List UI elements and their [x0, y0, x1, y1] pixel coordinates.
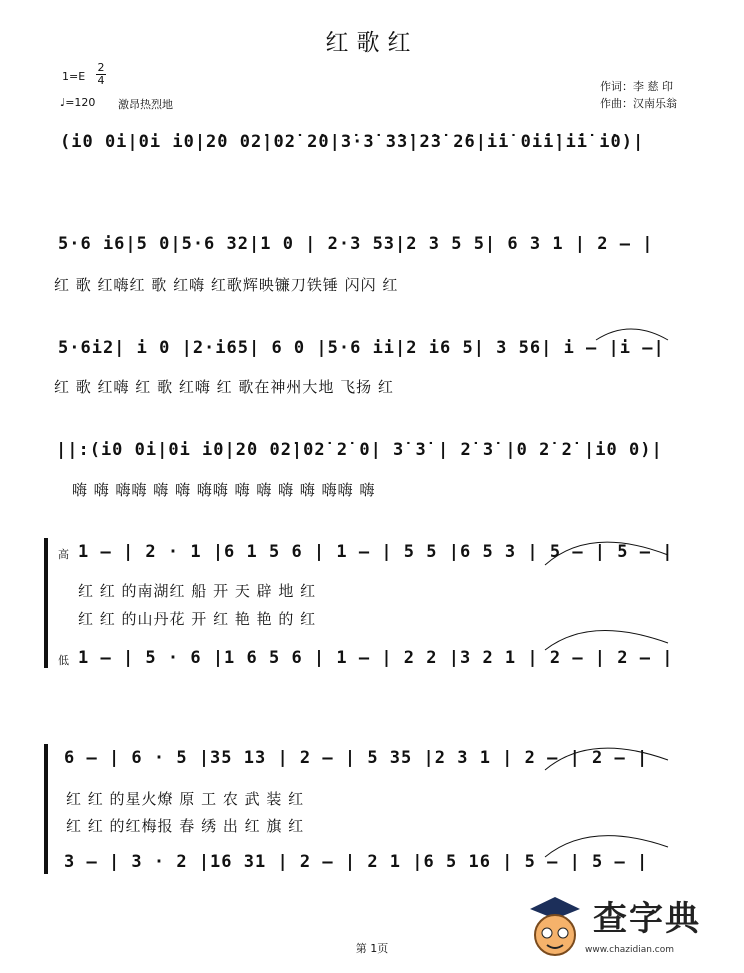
time-top: 2: [97, 61, 105, 74]
chorus-2-lyrics-1: 红 红 的星火燎 原 工 农 武 装 红: [66, 790, 305, 808]
chorus-1-high-notes: 1 – | 2 · 1 |6 1 5 6 | 1 – | 5 5 |6 5 3 | 5 – | 5 – |: [78, 542, 674, 562]
verse-row-2-notes: 5·6i2| i 0 |2·i65| 6 0 |5·6 ii|2 i6 5| 3 56| i – |i –|: [58, 338, 665, 358]
composer: 作曲：汉南乐翁: [600, 97, 677, 110]
quarter-note-icon: ♩: [60, 96, 66, 109]
chorus-1-low-notes: 1 – | 5 · 6 |1 6 5 6 | 1 – | 2 2 |3 2 1 | 2 – | 2 – |: [78, 648, 674, 668]
chorus-2-low-notes: 3 – | 3 · 2 |16 31 | 2 – | 2 1 |6 5 16 | 5 – | 5 – |: [64, 852, 649, 872]
chorus-2-lyrics-2: 红 红 的红梅报 春 绣 出 红 旗 红: [66, 817, 305, 835]
mascot-icon: [525, 885, 585, 965]
verse-row-1-lyrics: 红 歌 红嗨红 歌 红嗨 红歌辉映镰刀铁锤 闪闪 红: [54, 276, 399, 294]
expression-marking: 激昂热烈地: [118, 98, 173, 111]
key-label: 1=E: [62, 70, 86, 83]
chorus-1-lyrics-2: 红 红 的山丹花 开 红 艳 艳 的 红: [78, 610, 317, 628]
page-number: 第 1页: [355, 942, 389, 955]
verse-row-2-lyrics: 红 歌 红嗨 红 歌 红嗨 红 歌在神州大地 飞扬 红: [54, 378, 394, 396]
song-title: 红歌红: [325, 30, 419, 56]
refrain-row-notes: ||:(i0 0i|0i i0|2̇0 02̇|02̇ 2̇ 0| 3̇ 3̇ | 2̇ 3̇ |0 2̇ 2̇ |i0 0)|: [56, 440, 663, 460]
tempo-value: =120: [65, 96, 96, 109]
chorus-2-high-notes: 6 – | 6 · 5 |35 13 | 2 – | 5 35 |2 3 1 | 2 – | 2 – |: [64, 748, 649, 768]
watermark-word: 查字典: [593, 899, 701, 939]
time-bottom: 4: [97, 74, 105, 87]
refrain-row-lyrics: 嗨 嗨 嗨嗨 嗨 嗨 嗨嗨 嗨 嗨 嗨 嗨 嗨嗨 嗨: [72, 481, 376, 499]
verse-row-1-notes: 5·6 i6|5 0|5·6 32|1 0 | 2·3 53|2 3 5 5| 6 3 1 | 2 – |: [58, 234, 654, 254]
chorus-1-lyrics-1: 红 红 的南湖红 船 开 天 辟 地 红: [78, 582, 317, 600]
high-part-label: 高: [58, 548, 69, 561]
low-part-label: 低: [58, 654, 69, 667]
watermark-logo: [525, 885, 740, 970]
watermark-url: www.chazidian.com: [585, 945, 675, 955]
intro-row: (i0 0i|0i i0|2̇0 02̇|02̇ 2̇0|3̇·3̇ 3̇3̇|2̇3̇ 2̇6|i̇i̇ 0i̇i̇|i̇i̇ i̇0)|: [60, 132, 645, 152]
lyricist: 作词：李 慈 印: [600, 80, 673, 93]
